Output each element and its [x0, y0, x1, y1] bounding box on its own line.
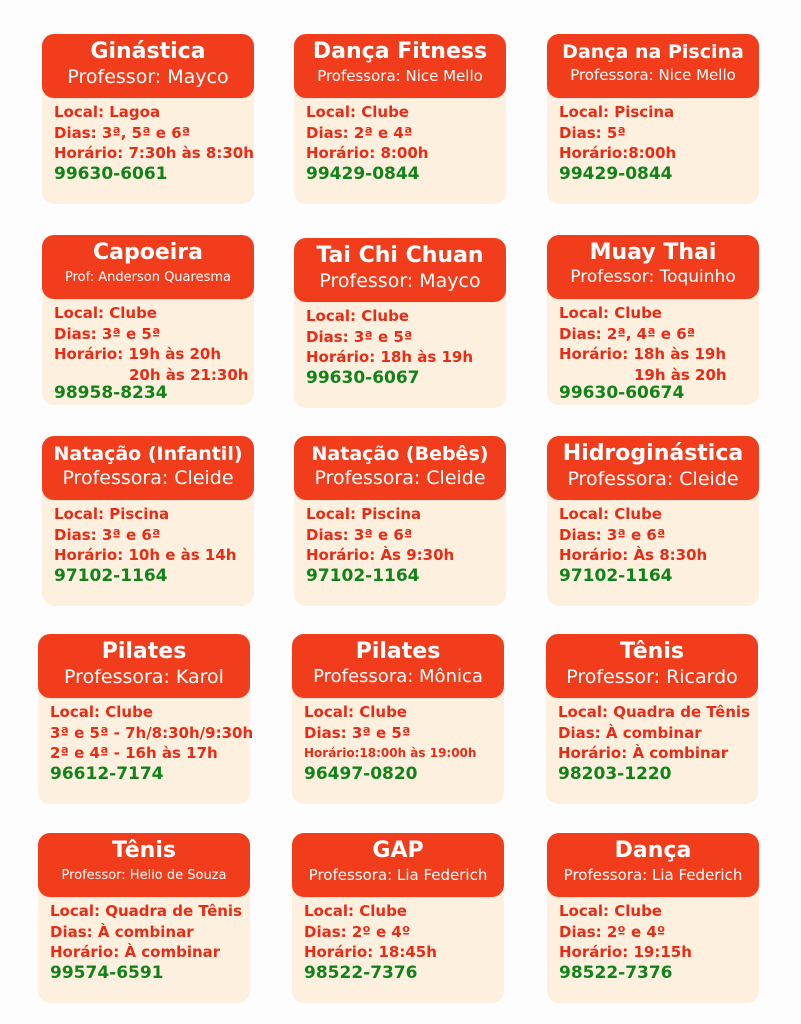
card-header [547, 436, 759, 500]
teacher-name: Professor: Mayco [67, 66, 229, 88]
card-details [559, 901, 755, 984]
card-header [292, 634, 504, 698]
teacher-name: Professora: Cleide [567, 468, 739, 490]
phone-number: 99630-6061 [54, 163, 168, 184]
activity-card-tenis-ricardo [546, 634, 758, 804]
teacher-name: Professora: Cleide [62, 467, 234, 489]
schedule-line: Horário: Às 9:30h [306, 546, 455, 564]
activity-card-tai-chi [294, 238, 506, 408]
activity-card-muay-thai [547, 235, 759, 405]
activity-card-danca-piscina [547, 34, 759, 204]
location-line: Local: Clube [304, 902, 407, 920]
location-line: Local: Clube [304, 703, 407, 721]
card-header [294, 34, 506, 98]
days-line: Dias: 5ª [559, 123, 626, 142]
phone-number: 99574-6591 [50, 962, 164, 983]
activity-card-gap [292, 833, 504, 1003]
activity-title: Pilates [101, 639, 187, 664]
card-details [50, 702, 254, 785]
activity-card-danca-fitness [294, 34, 506, 204]
phone-number: 98203-1220 [558, 763, 672, 784]
activity-card-natacao-infantil [42, 436, 254, 606]
activity-card-ginastica [42, 34, 254, 204]
activity-title: Tênis [620, 639, 684, 664]
days-line: Dias: 3ª e 6ª [306, 525, 413, 544]
activity-card-natacao-bebes [294, 436, 506, 606]
schedule-line: Horário:8:00h [559, 144, 677, 162]
card-details [306, 306, 502, 389]
card-header [547, 34, 759, 98]
activity-title: Natação (Bebês) [311, 443, 489, 465]
location-line: Local: Clube [559, 304, 662, 322]
location-line: Local: Clube [306, 103, 409, 121]
phone-number: 98958-8234 [54, 383, 168, 403]
location-line: Local: Lagoa [54, 103, 161, 121]
activity-card-capoeira [42, 235, 254, 405]
activity-card-danca [547, 833, 759, 1003]
teacher-name: Professor: Helio de Souza [61, 868, 227, 883]
card-details [54, 102, 254, 185]
days-line: Dias: 3ª, 5ª e 6ª [54, 123, 191, 142]
teacher-name: Prof: Anderson Quaresma [65, 270, 231, 285]
card-header [294, 436, 506, 500]
days-line: Dias: 3ª e 6ª [54, 525, 161, 544]
teacher-name: Professora: Lia Federich [308, 866, 488, 884]
activity-title: Natação (Infantil) [53, 443, 243, 465]
schedule-line-2: 19h às 20h [634, 365, 727, 384]
schedule-line: Horário: 19:15h [559, 943, 692, 961]
teacher-name: Professora: Lia Federich [563, 866, 743, 884]
schedule-line: Horário: À combinar [50, 943, 221, 961]
activity-title: Muay Thai [589, 240, 717, 265]
card-header [42, 235, 254, 299]
phone-number: 99429-0844 [559, 163, 673, 184]
schedule-line: Horário: 8:00h [306, 144, 429, 162]
card-header [292, 833, 504, 897]
activity-title: Tênis [112, 838, 176, 863]
phone-number: 99630-60674 [559, 383, 685, 403]
card-header [547, 833, 759, 897]
schedule-line: Horário: 18h às 19h [306, 348, 474, 366]
days-line: Dias: 3ª e 6ª [559, 525, 666, 544]
card-header [546, 634, 758, 698]
days-line: Dias: À combinar [558, 723, 702, 742]
phone-number: 98522-7376 [304, 962, 418, 983]
schedule-line: Horário: 18h às 19h [559, 345, 727, 363]
days-line: Dias: À combinar [50, 922, 194, 941]
location-line: Local: Clube [306, 307, 409, 325]
days-line: Dias: 3ª e 5ª [306, 327, 413, 346]
card-header [38, 634, 250, 698]
card-header [547, 235, 759, 299]
phone-number: 98522-7376 [559, 962, 673, 983]
schedule-line: Horário: 10h e às 14h [54, 546, 237, 564]
activity-title: Ginástica [90, 39, 206, 64]
days-line: Dias: 2º e 4º [559, 922, 666, 941]
activity-card-pilates-monica [292, 634, 504, 804]
card-header [42, 436, 254, 500]
card-details [559, 303, 755, 402]
schedule-line: Horário: Às 8:30h [559, 546, 708, 564]
card-details [558, 702, 754, 785]
location-line: Local: Quadra de Tênis [558, 703, 751, 721]
card-details [559, 504, 755, 587]
card-details [304, 702, 500, 785]
card-details [559, 102, 755, 185]
activity-title: Dança [614, 838, 692, 863]
schedule-line-2: 20h às 21:30h [129, 365, 249, 384]
activity-card-pilates-karol [38, 634, 254, 804]
teacher-name: Professora: Cleide [314, 467, 486, 489]
days-line: Dias: 2º e 4º [304, 922, 411, 941]
schedule-line: Horário: 19h às 20h [54, 345, 222, 363]
phone-number: 99630-6067 [306, 367, 420, 388]
card-header [294, 238, 506, 302]
location-line: Local: Quadra de Tênis [50, 902, 243, 920]
location-line: Local: Clube [559, 505, 662, 523]
card-details [306, 102, 502, 185]
schedule-line: Horário:18:00h às 19:00h [304, 746, 477, 760]
activity-title: Dança na Piscina [562, 41, 744, 63]
card-details [50, 901, 246, 984]
days-line: Dias: 2ª, 4ª e 6ª [559, 324, 696, 343]
days-line: Dias: 2ª e 4ª [306, 123, 413, 142]
activity-title: GAP [372, 838, 424, 863]
schedule-line-2: 2ª e 4ª - 16h às 17h [50, 744, 218, 762]
phone-number: 96497-0820 [304, 763, 418, 784]
activity-title: Capoeira [92, 240, 203, 265]
location-line: Local: Clube [50, 703, 153, 721]
location-line: Local: Piscina [54, 505, 170, 523]
card-details [54, 504, 250, 587]
schedule-line: Horário: 18:45h [304, 943, 437, 961]
location-line: Local: Piscina [559, 103, 675, 121]
location-line: Local: Clube [54, 304, 157, 322]
activity-title: Tai Chi Chuan [316, 243, 484, 268]
card-header [42, 34, 254, 98]
phone-number: 99429-0844 [306, 163, 420, 184]
teacher-name: Professor: Ricardo [566, 666, 738, 688]
days-line: Dias: 3ª e 5ª [304, 723, 411, 742]
schedule-line: 3ª e 5ª - 7h/8:30h/9:30h [50, 723, 254, 742]
card-details [54, 303, 250, 402]
activity-card-hidroginastica [547, 436, 759, 606]
activity-title: Hidroginástica [562, 441, 744, 466]
teacher-name: Professora: Mônica [313, 666, 483, 687]
teacher-name: Professora: Karol [64, 666, 224, 688]
phone-number: 96612-7174 [50, 763, 164, 784]
card-header [38, 833, 250, 897]
schedule-line: Horário: 7:30h às 8:30h [54, 144, 254, 162]
phone-number: 97102-1164 [54, 565, 168, 586]
phone-number: 97102-1164 [306, 565, 420, 586]
activity-title: Dança Fitness [312, 39, 488, 64]
teacher-name: Professor: Toquinho [570, 267, 736, 287]
location-line: Local: Piscina [306, 505, 422, 523]
activity-card-tenis-helio [38, 833, 250, 1003]
phone-number: 97102-1164 [559, 565, 673, 586]
teacher-name: Professora: Nice Mello [317, 67, 483, 85]
teacher-name: Professora: Nice Mello [570, 66, 736, 84]
card-details [306, 504, 502, 587]
location-line: Local: Clube [559, 902, 662, 920]
schedule-line: Horário: À combinar [558, 744, 729, 762]
teacher-name: Professor: Mayco [319, 270, 481, 292]
activity-title: Pilates [355, 639, 441, 664]
card-details [304, 901, 500, 984]
days-line: Dias: 3ª e 5ª [54, 324, 161, 343]
